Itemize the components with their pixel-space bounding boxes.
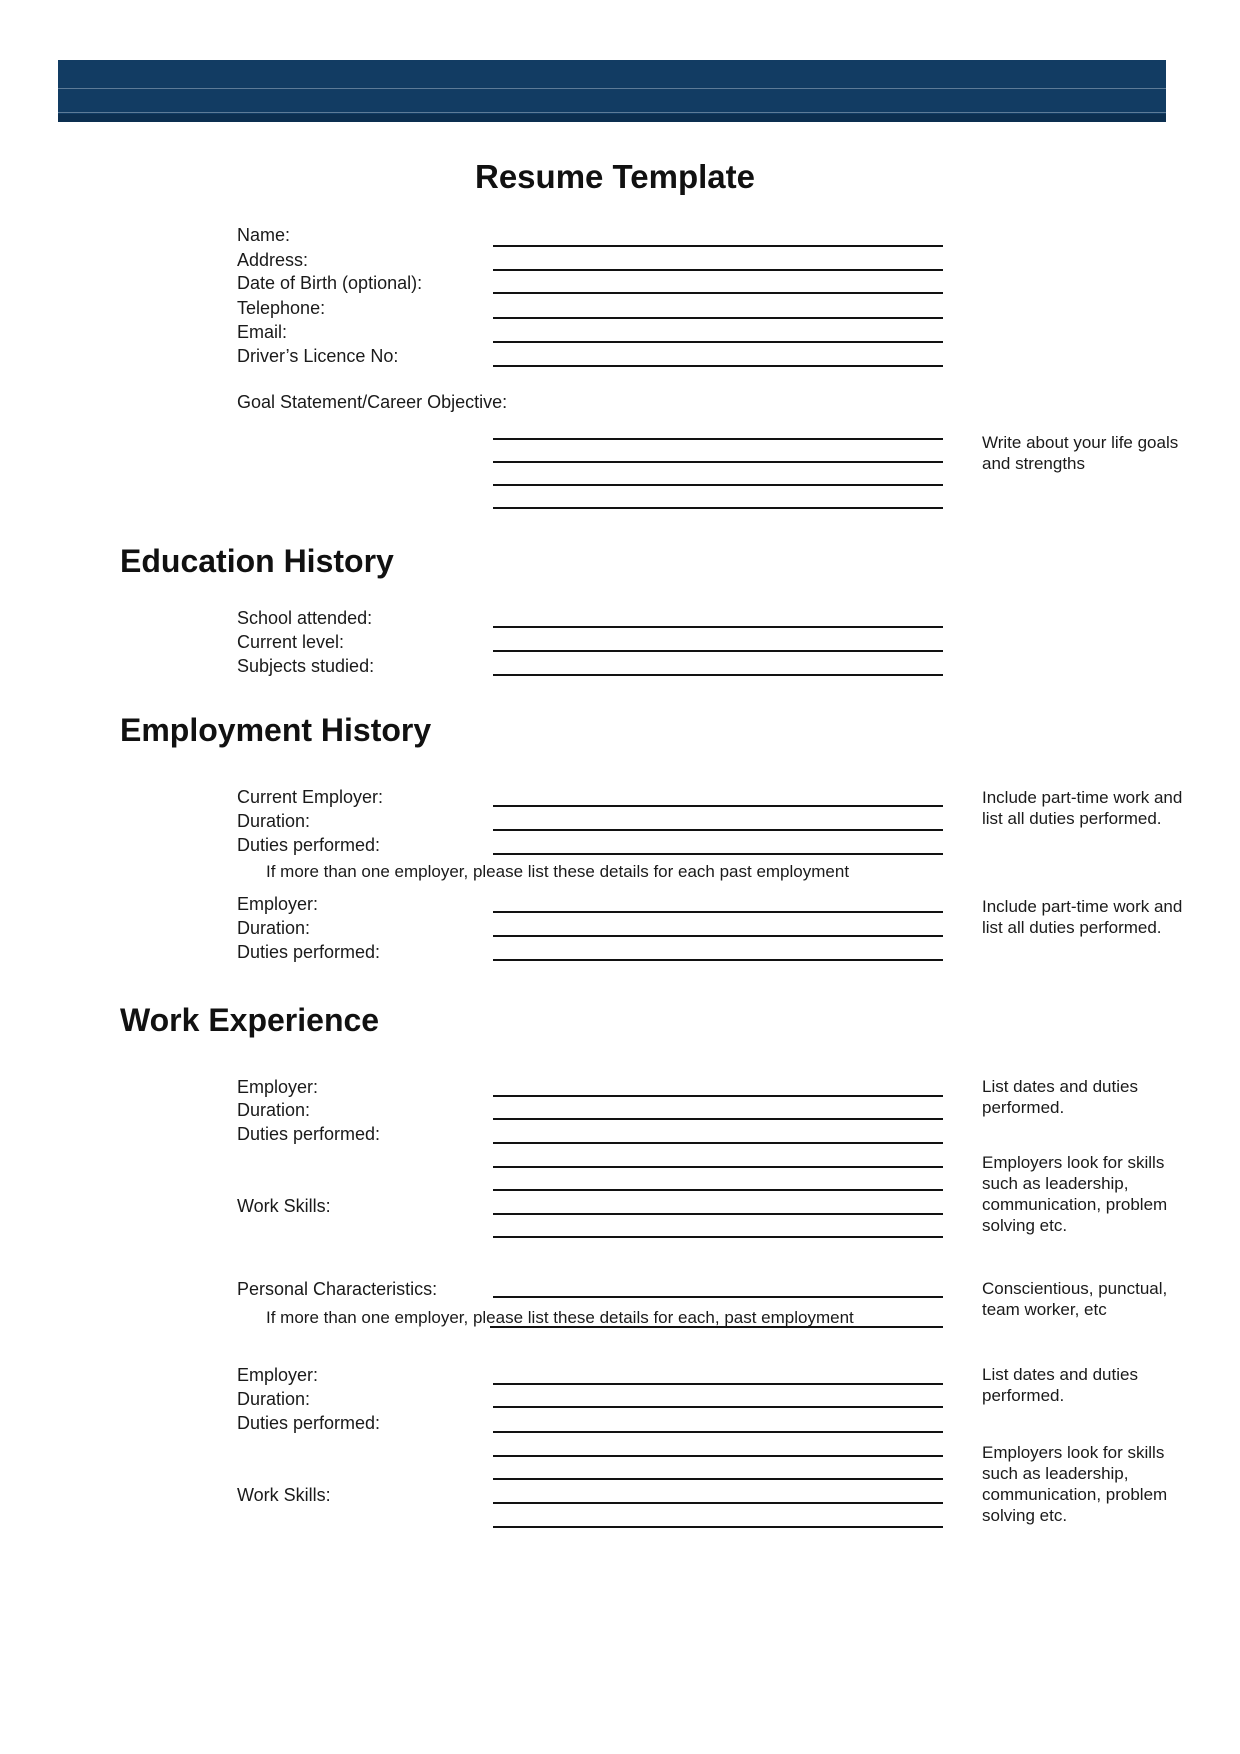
header-band-dark-strip — [58, 114, 1166, 122]
field-label-school: School attended: — [237, 608, 373, 628]
field-label-level: Current level: — [237, 632, 345, 652]
field-rule-dob — [493, 292, 943, 294]
more-employers-line-2-prefix: If more than one employer, — [266, 1308, 473, 1327]
field-rule-licence — [493, 365, 943, 367]
we1-extra-rule-1 — [493, 1166, 943, 1168]
field-label-emp2-duration: Duration: — [237, 918, 311, 938]
note-parttime-2: Include part-time work and list all duties performed. — [982, 897, 1183, 937]
more-employers-line-1: If more than one employer, please list these details for each past employment — [266, 862, 850, 881]
field-label-we1-duties: Duties performed: — [237, 1124, 381, 1144]
field-rule-emp1-duties — [493, 853, 943, 855]
field-label-licence: Driver’s Licence No: — [237, 346, 399, 366]
field-rule-emp2-duties — [493, 959, 943, 961]
field-rule-current-employer — [493, 805, 943, 807]
field-label-emp2-employer: Employer: — [237, 894, 319, 914]
field-label-goal: Goal Statement/Career Objective: — [237, 392, 508, 412]
field-rule-email — [493, 341, 943, 343]
field-label-address: Address: — [237, 250, 309, 270]
field-rule-emp1-duration — [493, 829, 943, 831]
section-heading-education: Education History — [120, 543, 394, 579]
goal-rule-1 — [493, 438, 943, 440]
goal-rule-2 — [493, 461, 943, 463]
field-rule-we1-employer — [493, 1095, 943, 1097]
field-label-telephone: Telephone: — [237, 298, 326, 318]
header-band-divider-bottom — [58, 112, 1166, 113]
field-label-we2-employer: Employer: — [237, 1365, 319, 1385]
field-rule-telephone — [493, 317, 943, 319]
field-label-dob: Date of Birth (optional): — [237, 273, 423, 293]
note-skills-1: Employers look for skills such as leadership, communication, problem solving etc. — [982, 1153, 1168, 1235]
note-dates-1: List dates and duties performed. — [982, 1077, 1138, 1117]
field-label-emp1-duties: Duties performed: — [237, 835, 381, 855]
field-label-we2-duties: Duties performed: — [237, 1413, 381, 1433]
more-employers-line-2-underlined: please list these details for each, past employment — [472, 1308, 854, 1327]
we2-extra-rule-4 — [493, 1526, 943, 1528]
header-band — [58, 60, 1166, 122]
field-label-characteristics: Personal Characteristics: — [237, 1279, 438, 1299]
field-rule-name — [493, 245, 943, 247]
field-label-we2-skills: Work Skills: — [237, 1485, 331, 1505]
field-label-emp2-duties: Duties performed: — [237, 942, 381, 962]
field-rule-we2-duration — [493, 1406, 943, 1408]
field-rule-address — [493, 269, 943, 271]
field-rule-school — [493, 626, 943, 628]
field-label-subjects: Subjects studied: — [237, 656, 375, 676]
note-parttime-1: Include part-time work and list all duties performed. — [982, 788, 1183, 828]
we1-extra-rule-3 — [493, 1213, 943, 1215]
field-label-name: Name: — [237, 225, 291, 245]
field-label-current-employer: Current Employer: — [237, 787, 384, 807]
field-label-we1-duration: Duration: — [237, 1100, 311, 1120]
field-rule-emp2-employer — [493, 911, 943, 913]
field-label-emp1-duration: Duration: — [237, 811, 311, 831]
field-label-we1-employer: Employer: — [237, 1077, 319, 1097]
field-rule-subjects — [493, 674, 943, 676]
we1-extra-rule-2 — [493, 1189, 943, 1191]
field-rule-we2-employer — [493, 1383, 943, 1385]
note-skills-2: Employers look for skills such as leadership, communication, problem solving etc. — [982, 1443, 1168, 1525]
field-rule-we2-duties — [493, 1431, 943, 1433]
field-label-we2-duration: Duration: — [237, 1389, 311, 1409]
goal-rule-4 — [493, 507, 943, 509]
field-label-email: Email: — [237, 322, 288, 342]
page-title: Resume Template — [475, 158, 755, 195]
section-heading-work-experience: Work Experience — [120, 1002, 380, 1038]
we2-extra-rule-3 — [493, 1502, 943, 1504]
field-rule-level — [493, 650, 943, 652]
field-label-we1-skills: Work Skills: — [237, 1196, 331, 1216]
section-heading-employment: Employment History — [120, 712, 432, 748]
more-employers-line-2 — [266, 1307, 854, 1328]
we1-extra-rule-4 — [493, 1236, 943, 1238]
note-characteristics: Conscientious, punctual, team worker, etc — [982, 1279, 1168, 1319]
header-band-divider-top — [58, 88, 1166, 89]
field-rule-emp2-duration — [493, 935, 943, 937]
goal-rule-3 — [493, 484, 943, 486]
we2-extra-rule-1 — [493, 1455, 943, 1457]
note-goal: Write about your life goals and strengths — [982, 433, 1179, 473]
field-rule-characteristics — [493, 1296, 943, 1298]
field-rule-we1-duration — [493, 1118, 943, 1120]
field-rule-we1-duties — [493, 1142, 943, 1144]
we2-extra-rule-2 — [493, 1478, 943, 1480]
note-dates-2: List dates and duties performed. — [982, 1365, 1138, 1405]
